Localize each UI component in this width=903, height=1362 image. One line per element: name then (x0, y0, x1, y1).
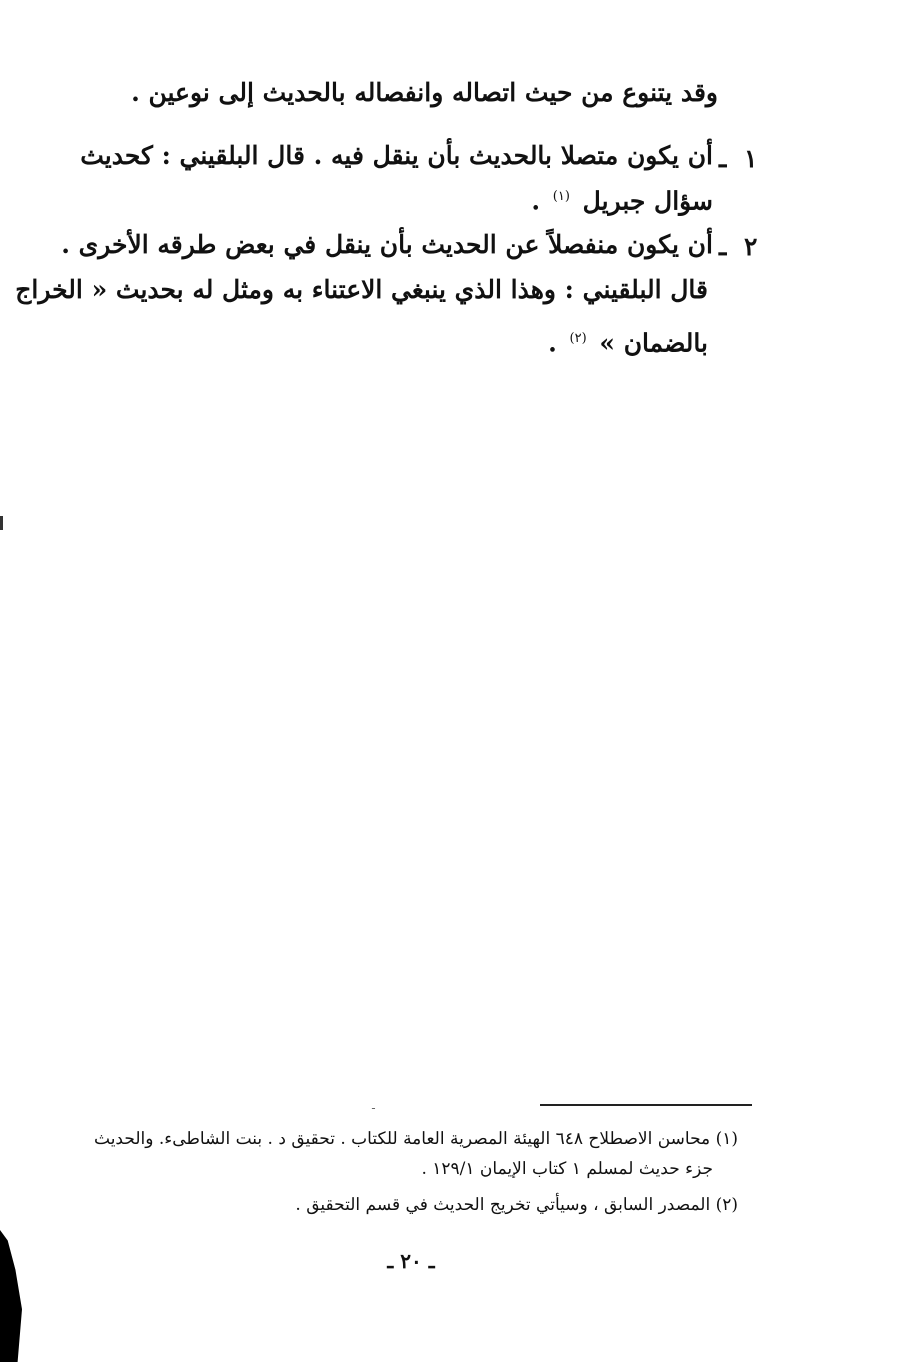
footnote-separator (540, 1104, 752, 1106)
item-2-number: ٢ (744, 232, 758, 261)
item-2-line-2: قال البلقيني : وهذا الذي ينبغي الاعتناء به ومثل له بحديث « الخراج (15, 275, 708, 304)
footnote-1-line-1: (١) محاسن الاصطلاح ٦٤٨ الهيئة المصرية العامة للكتاب . تحقيق د . بنت الشاطىء. والحديث (94, 1129, 738, 1149)
footnote-ref-2: (٢) (569, 331, 587, 346)
item-1-line-2-end: . (531, 186, 541, 216)
item-2-line-3-end: . (548, 328, 557, 358)
item-1-line-1: أن يكون متصلا بالحديث بأن ينقل فيه . قال البلقيني : كحديث (80, 141, 713, 170)
item-1-dash: ـ (719, 144, 727, 173)
intro-line: وقد يتنوع من حيث اتصاله وانفصاله بالحديث إلى نوعين . (131, 78, 718, 107)
item-1-line-2-text: سؤال جبريل (582, 186, 713, 216)
item-2-dash: ـ (719, 232, 727, 261)
item-2-line-1: أن يكون منفصلاً عن الحديث بأن ينقل في بعض طرقه الأخرى . (61, 230, 713, 259)
footnote-2-line-1: (٢) المصدر السابق ، وسيأتي تخريج الحديث في قسم التحقيق . (295, 1195, 738, 1215)
scan-edge-shadow (0, 1230, 22, 1362)
item-2-line-3 (548, 322, 708, 360)
item-1-number: ١ (744, 144, 758, 173)
item-2-line-3-text: بالضمان » (599, 328, 708, 358)
scan-mark: ـ (372, 1101, 375, 1112)
scan-speck (0, 516, 3, 530)
footnote-1-line-2: جزء حديث لمسلم ١ كتاب الإيمان ١٢٩/١ . (421, 1159, 713, 1179)
footnote-ref-1: (١) (552, 189, 570, 204)
item-1-line-2 (531, 180, 713, 218)
page-number: ـ ٢٠ ـ (387, 1249, 435, 1273)
